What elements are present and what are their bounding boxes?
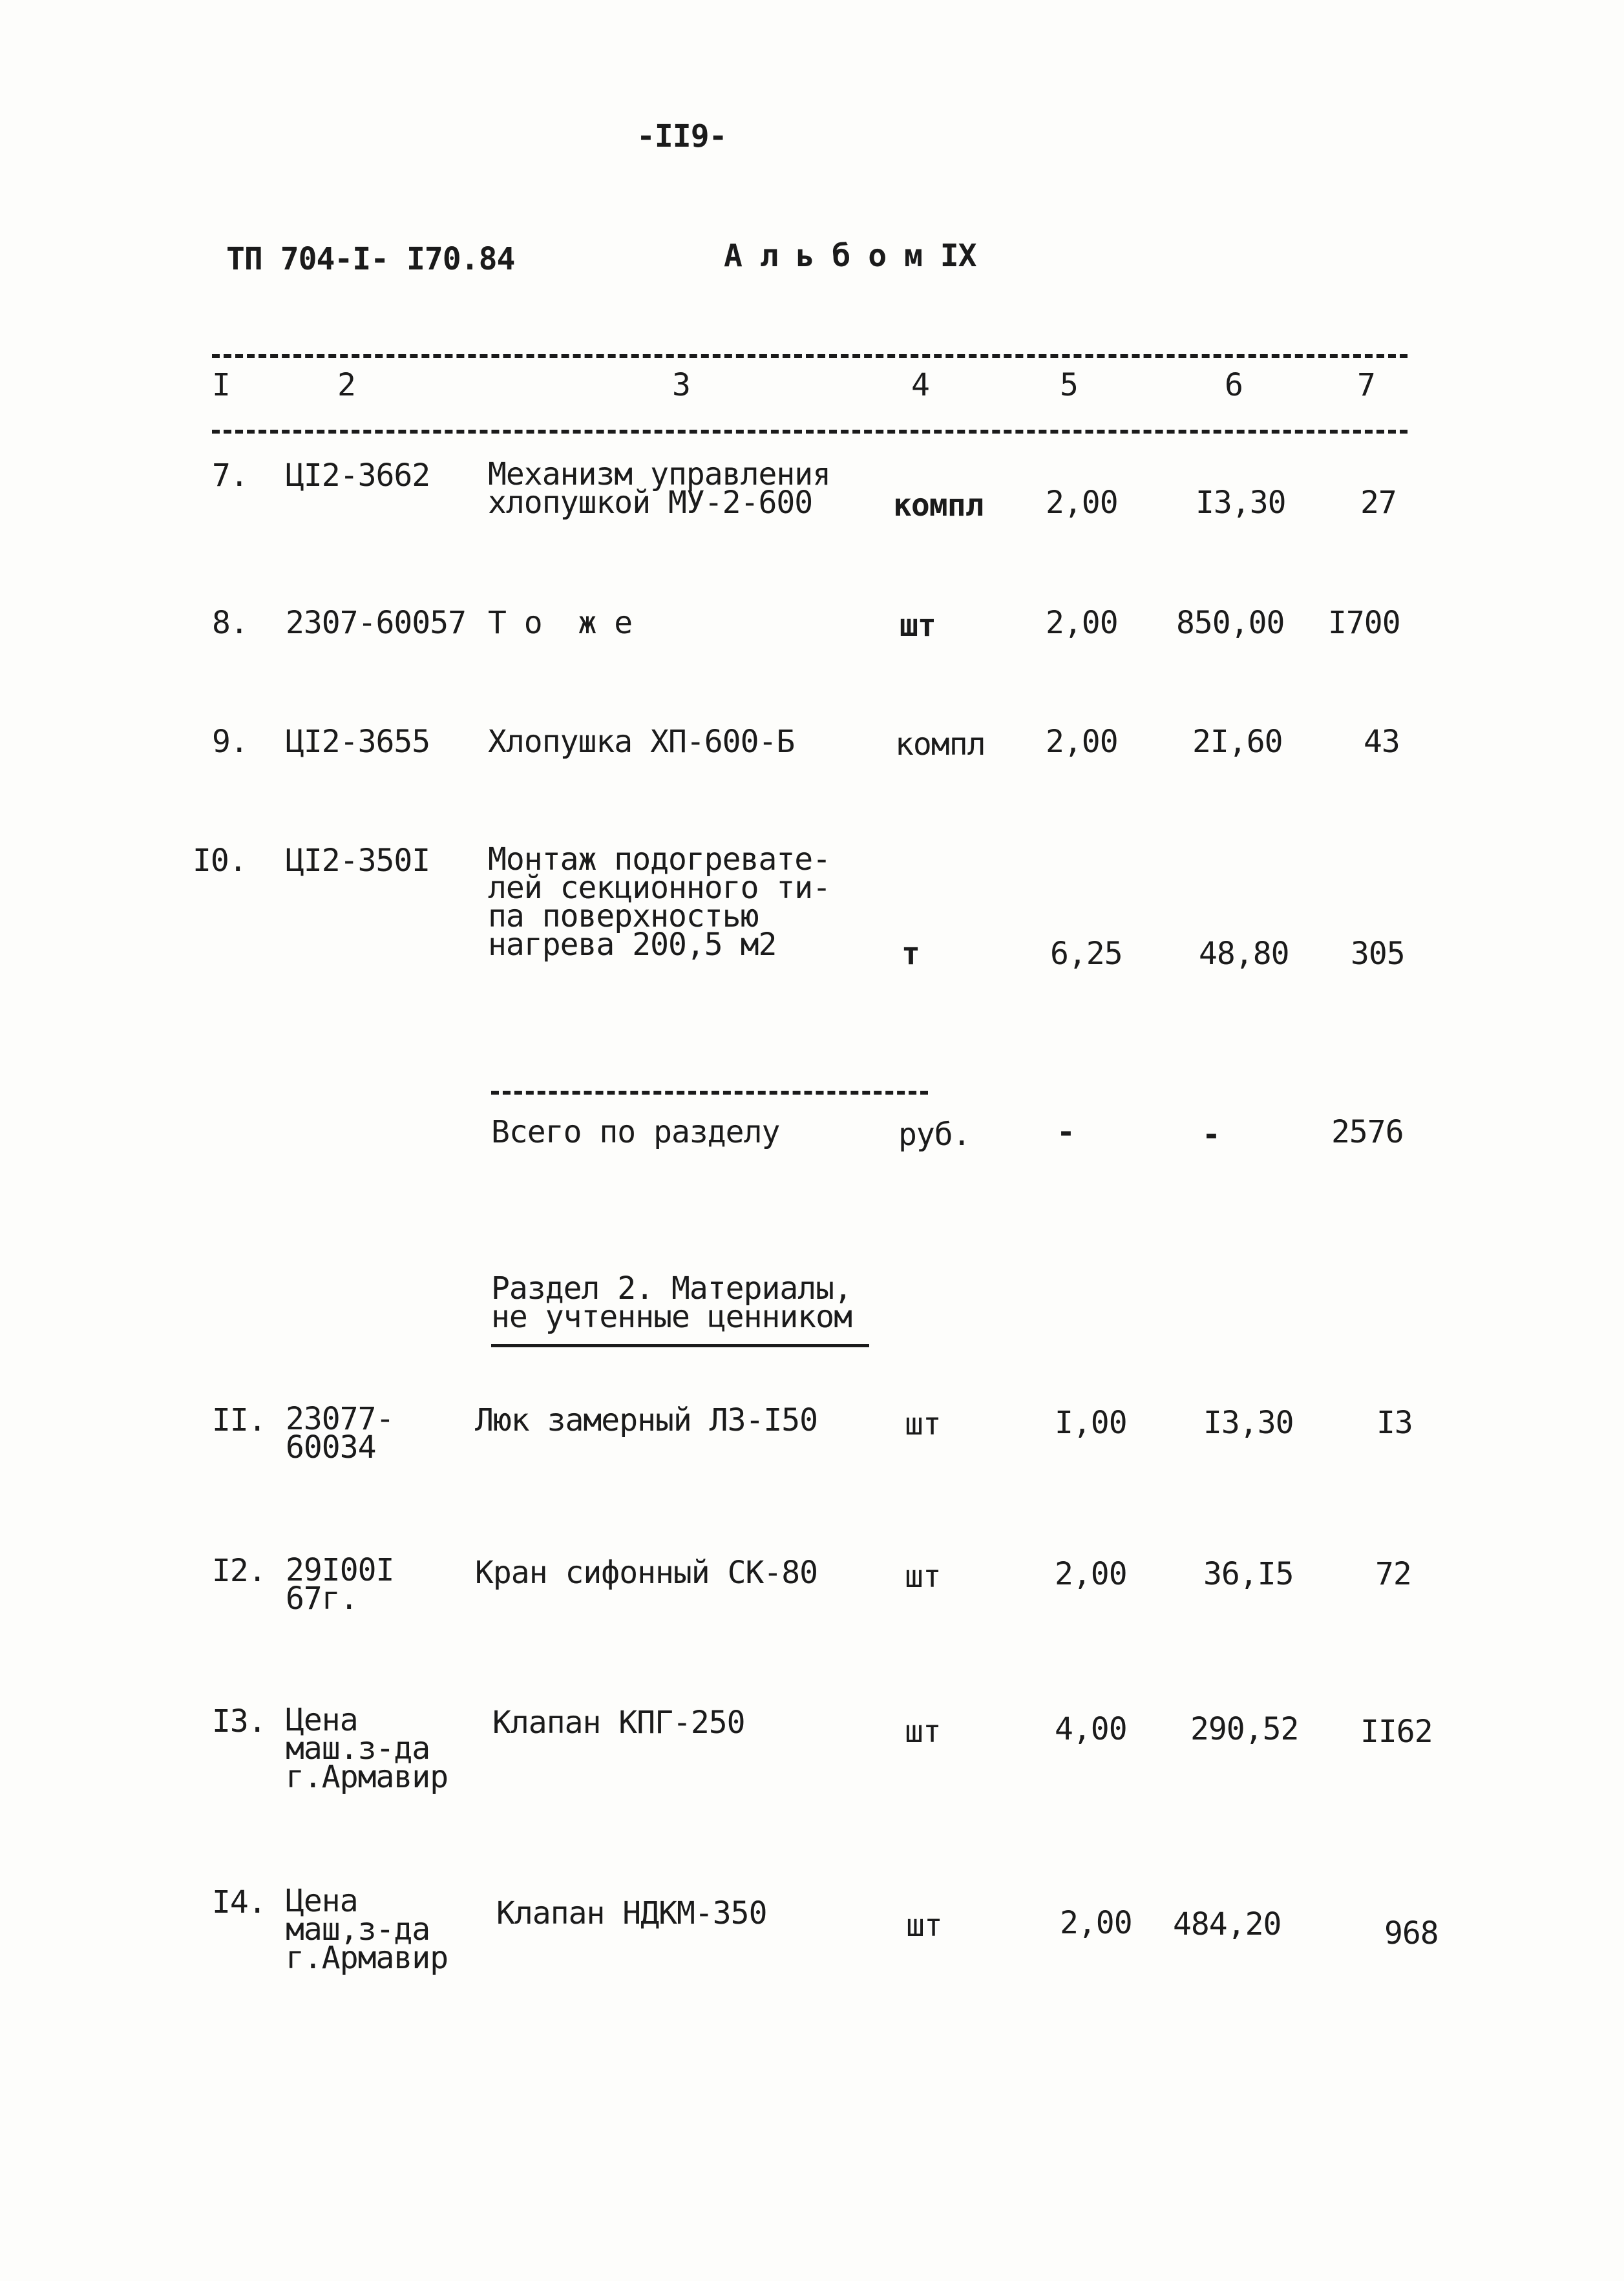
row-number: II. xyxy=(212,1402,266,1438)
row-qty: 2,00 xyxy=(1046,724,1118,760)
row-qty: 4,00 xyxy=(1055,1711,1127,1747)
row-qty: 2,00 xyxy=(1060,1905,1132,1941)
subtotal-price: - xyxy=(1202,1117,1220,1153)
row-price: 290,52 xyxy=(1190,1711,1299,1747)
row-price: 484,20 xyxy=(1173,1906,1281,1942)
row-unit: шт xyxy=(905,1559,941,1595)
row-code: ЦI2-350I xyxy=(286,843,430,879)
row-price: 36,I5 xyxy=(1203,1556,1294,1592)
row-name: Хлопушка ХП-600-Б xyxy=(488,724,795,760)
col-header-4: 4 xyxy=(911,367,929,403)
row-total: I3 xyxy=(1376,1405,1413,1441)
col-header-2: 2 xyxy=(337,367,355,403)
row-unit: шт xyxy=(905,1714,941,1750)
col-header-3: 3 xyxy=(672,367,690,403)
subtotal-rule xyxy=(491,1091,928,1095)
row-number: I3. xyxy=(212,1703,266,1740)
row-total: I700 xyxy=(1328,605,1400,641)
page-number: -II9- xyxy=(637,118,727,154)
album-title: А л ь б о м IX xyxy=(724,238,976,274)
row-price: 2I,60 xyxy=(1192,724,1283,760)
row-code: 29I00I 67г. xyxy=(286,1552,394,1617)
row-name: Люк замерный ЛЗ-I50 xyxy=(475,1402,818,1438)
row-code: Цена маш.з-да г.Армавир xyxy=(286,1702,448,1795)
row-unit: шт xyxy=(900,607,936,644)
row-total: 43 xyxy=(1364,724,1400,760)
row-unit: т xyxy=(902,936,920,972)
row-number: I4. xyxy=(212,1884,266,1920)
row-total: 72 xyxy=(1375,1556,1411,1592)
header-rule-bottom xyxy=(212,430,1408,434)
row-qty: 2,00 xyxy=(1055,1556,1127,1592)
row-code: ЦI2-3655 xyxy=(286,724,430,760)
doc-code: ТП 704-I- I70.84 xyxy=(226,241,515,277)
row-name: Монтаж подогревате- лей секционного ти- па поверхностью нагрева 200,5 м2 xyxy=(488,841,831,963)
subtotal-qty: - xyxy=(1057,1114,1075,1150)
row-name: Т о ж е xyxy=(488,605,633,641)
header-rule-top xyxy=(212,354,1408,358)
row-qty: I,00 xyxy=(1055,1405,1127,1441)
row-price: 48,80 xyxy=(1199,936,1289,972)
row-name: Механизм управления хлопушкой МУ-2-600 xyxy=(488,456,831,521)
col-header-5: 5 xyxy=(1060,367,1078,403)
col-header-7: 7 xyxy=(1357,367,1375,403)
row-code: ЦI2-3662 xyxy=(286,457,430,494)
row-number: 7. xyxy=(212,457,248,494)
col-header-6: 6 xyxy=(1225,367,1243,403)
row-unit: шт xyxy=(905,1406,941,1442)
row-total: 27 xyxy=(1360,485,1397,521)
row-number: I0. xyxy=(193,843,247,879)
row-number: I2. xyxy=(212,1553,266,1589)
row-unit: шт xyxy=(906,1908,942,1944)
row-total: II62 xyxy=(1360,1714,1433,1750)
row-total: 968 xyxy=(1384,1915,1439,1951)
row-number: 8. xyxy=(212,605,248,641)
row-total: 305 xyxy=(1351,936,1405,972)
col-header-1: I xyxy=(212,367,230,403)
row-qty: 6,25 xyxy=(1050,936,1123,972)
row-code: 2307-60057 xyxy=(286,605,466,641)
subtotal-unit: руб. xyxy=(898,1117,971,1153)
row-name: Кран сифонный СК-80 xyxy=(475,1555,818,1591)
subtotal-total: 2576 xyxy=(1331,1114,1404,1150)
row-code: 23077- 60034 xyxy=(286,1401,394,1466)
row-name: Клапан КПГ-250 xyxy=(492,1705,745,1741)
row-qty: 2,00 xyxy=(1046,485,1118,521)
row-unit: компл xyxy=(895,726,986,762)
row-unit: компл xyxy=(893,487,984,523)
row-price: 850,00 xyxy=(1176,605,1285,641)
row-price: I3,30 xyxy=(1196,485,1286,521)
row-price: I3,30 xyxy=(1203,1405,1294,1441)
row-qty: 2,00 xyxy=(1046,605,1118,641)
section-title-underline xyxy=(491,1344,869,1347)
subtotal-label: Всего по разделу xyxy=(491,1114,780,1150)
row-number: 9. xyxy=(212,724,248,760)
section-title: Раздел 2. Материалы, не учтенные ценником xyxy=(491,1270,852,1335)
row-code: Цена маш,з-да г.Армавир xyxy=(286,1883,448,1976)
row-name: Клапан НДКМ-350 xyxy=(496,1895,767,1931)
